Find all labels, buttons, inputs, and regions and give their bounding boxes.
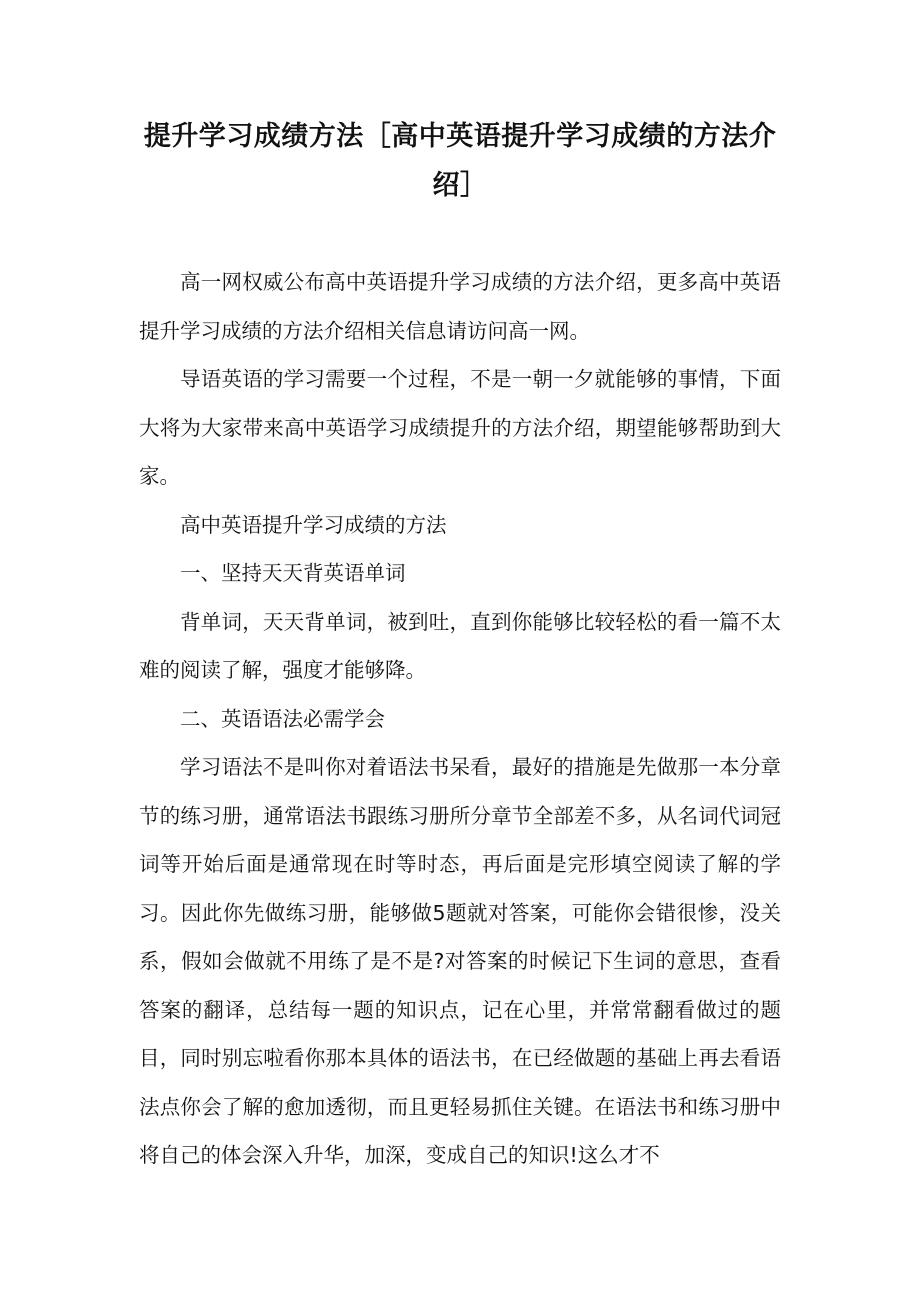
paragraph-vocabulary: 背单词，天天背单词，被到吐，直到你能够比较轻松的看一篇不太难的阅读了解，强度才能够降。 xyxy=(139,609,781,682)
paragraph-lead: 导语英语的学习需要一个过程，不是一朝一夕就能够的事情，下面大将为大家带来高中英语学习成绩提升的方法介绍，期望能够帮助到大家。 xyxy=(139,367,781,488)
paragraph-intro: 高一网权威公布高中英语提升学习成绩的方法介绍，更多高中英语提升学习成绩的方法介绍相关信息请访问高一网。 xyxy=(139,270,781,343)
subheading-2: 二、英语语法必需学会 xyxy=(180,706,385,731)
document-body xyxy=(139,258,781,1180)
subheading-1: 一、坚持天天背英语单词 xyxy=(180,561,406,585)
document-title: 提升学习成绩方法［高中英语提升学习成绩的方法介绍］ xyxy=(143,121,777,201)
paragraph-grammar: 学习语法不是叫你对着语法书呆看，最好的措施是先做那一本分章节的练习册，通常语法书跟练习册所分章节全部差不多，从名词代词冠词等开始后面是通常现在时等时态，再后面是完形填空阅读了解的学习。因此你先做练习册，能够做5题就对答案，可能你会错很惨，没关系，假如会做就不用练了是不是?对答案的时候记下生词的意思，查看答案的翻译，总结每一题的知识点，记在心里，并常常翻看做过的题目，同时别忘啦看你那本具体的语法书，在已经做题的基础上再去看语法点你会了解的愈加透彻，而且更轻易抓住关键。在语法书和练习册中将自己的体会深入升华，加深，变成自己的知识!这么才不 xyxy=(139,755,781,1167)
section-heading: 高中英语提升学习成绩的方法 xyxy=(180,512,447,537)
